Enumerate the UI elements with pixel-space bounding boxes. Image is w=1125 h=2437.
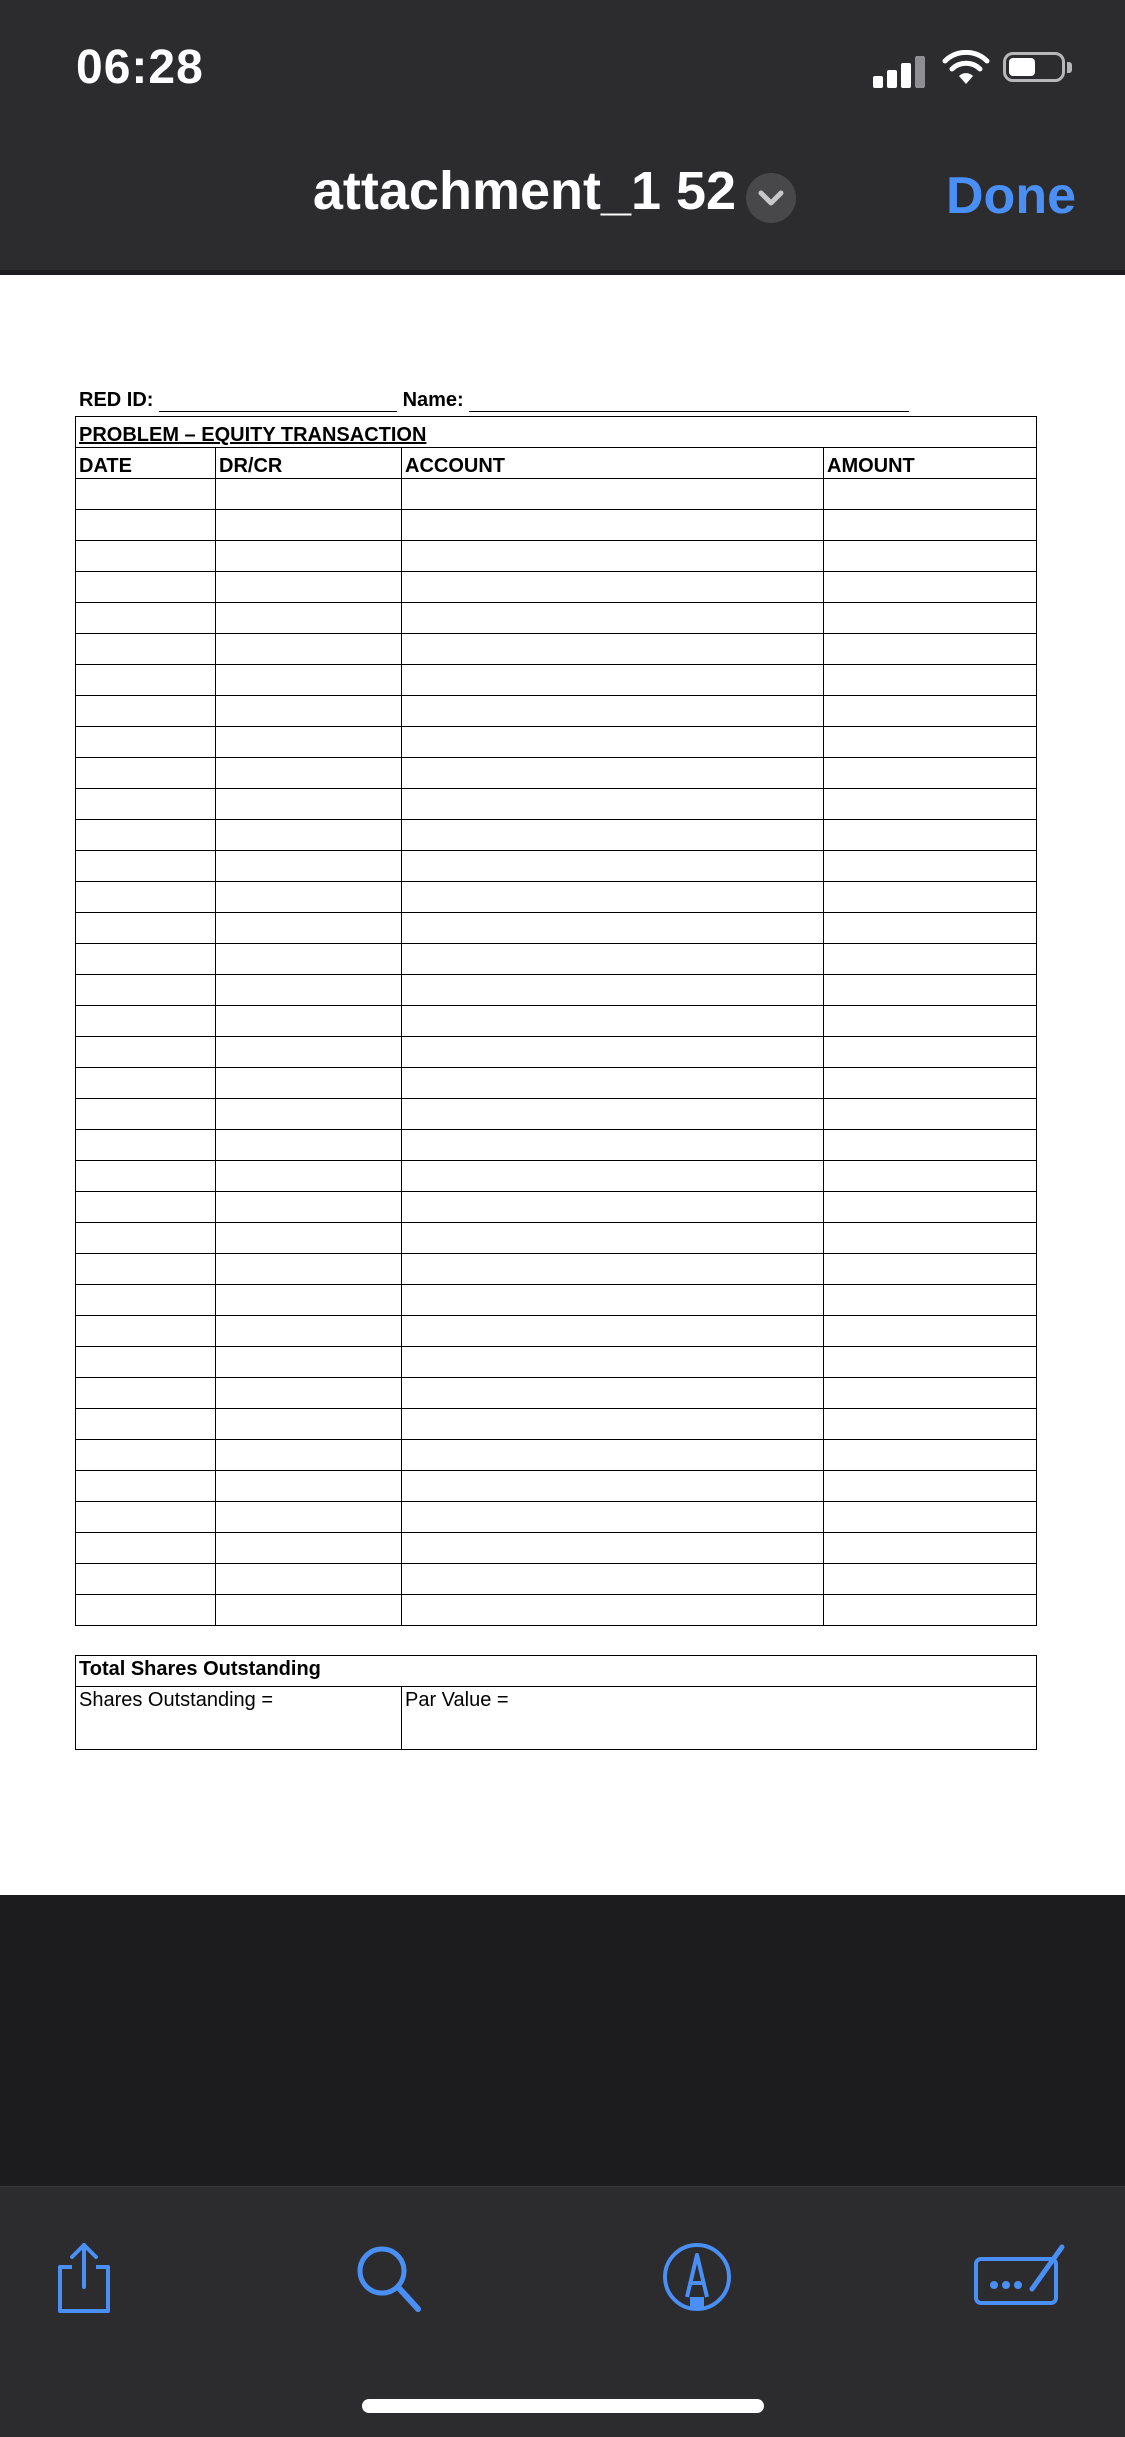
- bottom-toolbar: [0, 2186, 1125, 2437]
- table-cell: [824, 1471, 1037, 1502]
- table-row: [76, 851, 1037, 882]
- table-cell: [76, 913, 216, 944]
- table-cell: [76, 975, 216, 1006]
- table-cell: [76, 1533, 216, 1564]
- table-row: [76, 882, 1037, 913]
- table-cell: [76, 696, 216, 727]
- table-row: [76, 1285, 1037, 1316]
- red-id-blank: [159, 393, 397, 412]
- table-cell: [216, 1595, 402, 1626]
- table-cell: [76, 634, 216, 665]
- table-row: [76, 696, 1037, 727]
- table-cell: [402, 1099, 824, 1130]
- table-cell: [216, 789, 402, 820]
- table-cell: [402, 1595, 824, 1626]
- table-cell: [76, 727, 216, 758]
- table-cell: [216, 1037, 402, 1068]
- table-row: [76, 975, 1037, 1006]
- table-cell: [76, 1254, 216, 1285]
- table-cell: [76, 1502, 216, 1533]
- table-cell: [76, 1192, 216, 1223]
- table-cell: [402, 665, 824, 696]
- table-cell: [402, 851, 824, 882]
- table-cell: [824, 758, 1037, 789]
- table-cell: [402, 1161, 824, 1192]
- table-row: [76, 510, 1037, 541]
- equity-transaction-table: [75, 416, 1037, 1626]
- table-cell: [76, 1440, 216, 1471]
- table-cell: [76, 1595, 216, 1626]
- cellular-signal-icon: [873, 52, 933, 88]
- table-cell: [402, 1254, 824, 1285]
- share-icon[interactable]: [44, 2237, 124, 2317]
- table-row: [76, 572, 1037, 603]
- table-cell: [216, 913, 402, 944]
- table-cell: [216, 1130, 402, 1161]
- markup-icon[interactable]: [657, 2237, 737, 2317]
- table-cell: [402, 1130, 824, 1161]
- table-cell: [402, 1285, 824, 1316]
- table-cell: [216, 510, 402, 541]
- table-cell: [216, 665, 402, 696]
- col-date: DATE: [76, 448, 216, 479]
- table-cell: [76, 1347, 216, 1378]
- table-cell: [216, 1564, 402, 1595]
- table-cell: [216, 541, 402, 572]
- table-cell: [76, 1378, 216, 1409]
- table-cell: [76, 1006, 216, 1037]
- table-cell: [216, 727, 402, 758]
- table-cell: [76, 479, 216, 510]
- table-row: [76, 1316, 1037, 1347]
- id-name-line: [79, 389, 979, 413]
- table-cell: [824, 1285, 1037, 1316]
- table-cell: [402, 1068, 824, 1099]
- table-cell: [402, 541, 824, 572]
- name-label: Name:: [402, 389, 464, 411]
- table-row: [76, 1037, 1037, 1068]
- table-row: [76, 1595, 1037, 1626]
- top-bar: [0, 0, 1125, 270]
- table-row: [76, 1192, 1037, 1223]
- table-cell: [76, 510, 216, 541]
- name-blank: [469, 393, 909, 412]
- table-cell: [216, 1192, 402, 1223]
- table-row: [76, 1223, 1037, 1254]
- table-cell: [402, 572, 824, 603]
- table-cell: [216, 1068, 402, 1099]
- table-cell: [402, 727, 824, 758]
- table-cell: [76, 758, 216, 789]
- table-cell: [824, 1502, 1037, 1533]
- table-cell: [402, 1471, 824, 1502]
- table-row: [76, 944, 1037, 975]
- table-cell: [824, 1161, 1037, 1192]
- table-cell: [824, 1595, 1037, 1626]
- table-cell: [216, 758, 402, 789]
- table-cell: [216, 820, 402, 851]
- table-cell: [824, 820, 1037, 851]
- table-cell: [216, 479, 402, 510]
- document-page[interactable]: [0, 275, 1125, 1895]
- col-account: ACCOUNT: [402, 448, 824, 479]
- table-cell: [216, 634, 402, 665]
- table-row: [76, 1099, 1037, 1130]
- table-row: [76, 1471, 1037, 1502]
- table-cell: [216, 1502, 402, 1533]
- table-cell: [402, 696, 824, 727]
- table-cell: [824, 1130, 1037, 1161]
- table-cell: [824, 665, 1037, 696]
- table-cell: [402, 1378, 824, 1409]
- table-cell: [216, 1223, 402, 1254]
- table-cell: [402, 510, 824, 541]
- table-cell: [824, 789, 1037, 820]
- table-cell: [824, 603, 1037, 634]
- table-cell: [216, 1533, 402, 1564]
- table-cell: [824, 1037, 1037, 1068]
- table-cell: [824, 913, 1037, 944]
- table-row: [76, 1409, 1037, 1440]
- table-cell: [402, 944, 824, 975]
- table-row: [76, 913, 1037, 944]
- table-cell: [402, 758, 824, 789]
- table-cell: [216, 851, 402, 882]
- table-cell: [76, 1409, 216, 1440]
- table-cell: [402, 1006, 824, 1037]
- table-cell: [402, 882, 824, 913]
- table-cell: [402, 975, 824, 1006]
- table-row: [76, 820, 1037, 851]
- table-cell: [216, 1006, 402, 1037]
- table-row: [76, 1347, 1037, 1378]
- wifi-icon: [941, 50, 991, 86]
- column-header-row: [76, 448, 1037, 479]
- table-cell: [824, 1006, 1037, 1037]
- table-row: [76, 1564, 1037, 1595]
- table-cell: [216, 1254, 402, 1285]
- table-cell: [824, 696, 1037, 727]
- title-menu-button[interactable]: [746, 173, 796, 223]
- table-row: [76, 1254, 1037, 1285]
- table-row: [76, 727, 1037, 758]
- status-icons: [873, 48, 1083, 88]
- status-time: 06:28: [76, 41, 204, 94]
- done-button[interactable]: Done: [946, 167, 1076, 225]
- table-cell: [76, 1130, 216, 1161]
- table-cell: [402, 1316, 824, 1347]
- table-cell: [402, 820, 824, 851]
- document-title[interactable]: attachment_1 52: [312, 161, 737, 221]
- chevron-down-icon: [746, 173, 796, 223]
- table-cell: [402, 1223, 824, 1254]
- table-row: [76, 1130, 1037, 1161]
- table-cell: [824, 510, 1037, 541]
- table-cell: [402, 603, 824, 634]
- red-id-label: RED ID:: [79, 389, 154, 411]
- table-cell: [402, 1347, 824, 1378]
- table-cell: [76, 1316, 216, 1347]
- table-row: [76, 1161, 1037, 1192]
- table-cell: [216, 944, 402, 975]
- table-cell: [402, 1409, 824, 1440]
- table-row: [76, 789, 1037, 820]
- table-row: [76, 1502, 1037, 1533]
- table-cell: [76, 1471, 216, 1502]
- table-cell: [824, 541, 1037, 572]
- table-cell: [402, 1440, 824, 1471]
- table-cell: [824, 1378, 1037, 1409]
- table-cell: [216, 1161, 402, 1192]
- table-row: [76, 1068, 1037, 1099]
- table-cell: [76, 789, 216, 820]
- table-cell: [402, 634, 824, 665]
- table-cell: [216, 1099, 402, 1130]
- par-value-label: Par Value =: [402, 1687, 1037, 1750]
- table-cell: [76, 1099, 216, 1130]
- table-cell: [76, 1564, 216, 1595]
- table-cell: [824, 1564, 1037, 1595]
- form-fill-icon[interactable]: [970, 2237, 1070, 2317]
- table-row: [76, 1533, 1037, 1564]
- table-cell: [76, 1037, 216, 1068]
- home-indicator: [362, 2399, 764, 2413]
- search-icon[interactable]: [348, 2237, 428, 2317]
- table-cell: [402, 1502, 824, 1533]
- shares-title: Total Shares Outstanding: [76, 1656, 1037, 1687]
- table-cell: [76, 820, 216, 851]
- table-row: [76, 1006, 1037, 1037]
- table-cell: [216, 975, 402, 1006]
- table-cell: [824, 1440, 1037, 1471]
- table-cell: [824, 975, 1037, 1006]
- col-amount: AMOUNT: [824, 448, 1037, 479]
- table-cell: [824, 1192, 1037, 1223]
- table-cell: [216, 882, 402, 913]
- table-cell: [824, 1068, 1037, 1099]
- table-cell: [402, 913, 824, 944]
- battery-icon: [1003, 52, 1075, 86]
- table-cell: [76, 1223, 216, 1254]
- table-cell: [824, 572, 1037, 603]
- table-cell: [824, 727, 1037, 758]
- table-cell: [824, 1316, 1037, 1347]
- table-cell: [76, 1068, 216, 1099]
- table-cell: [76, 1285, 216, 1316]
- table-cell: [76, 1161, 216, 1192]
- table-cell: [824, 851, 1037, 882]
- shares-outstanding-label: Shares Outstanding =: [76, 1687, 402, 1750]
- table-cell: [216, 1316, 402, 1347]
- table-cell: [824, 1409, 1037, 1440]
- table-cell: [824, 1347, 1037, 1378]
- table-cell: [216, 1347, 402, 1378]
- table-row: [76, 479, 1037, 510]
- table-cell: [76, 603, 216, 634]
- table-cell: [216, 1378, 402, 1409]
- table-cell: [402, 789, 824, 820]
- table-row: [76, 1378, 1037, 1409]
- table-cell: [216, 603, 402, 634]
- table-cell: [402, 1564, 824, 1595]
- table-cell: [76, 541, 216, 572]
- table-cell: [824, 479, 1037, 510]
- table-row: [76, 665, 1037, 696]
- table-row: [76, 603, 1037, 634]
- table-cell: [824, 944, 1037, 975]
- table-cell: [76, 665, 216, 696]
- table-cell: [402, 1533, 824, 1564]
- table-cell: [76, 572, 216, 603]
- table-cell: [824, 1533, 1037, 1564]
- table-cell: [824, 882, 1037, 913]
- table-row: [76, 1440, 1037, 1471]
- table-cell: [216, 1285, 402, 1316]
- table-cell: [216, 1440, 402, 1471]
- table-cell: [824, 1223, 1037, 1254]
- table-cell: [216, 696, 402, 727]
- table-row: [76, 541, 1037, 572]
- table-cell: [402, 479, 824, 510]
- table-cell: [824, 634, 1037, 665]
- table-cell: [216, 572, 402, 603]
- table-cell: [76, 882, 216, 913]
- table-row: [76, 634, 1037, 665]
- table-cell: [76, 944, 216, 975]
- table-cell: [402, 1192, 824, 1223]
- problem-title: PROBLEM – EQUITY TRANSACTION: [76, 417, 1037, 448]
- table-cell: [402, 1037, 824, 1068]
- table-row: [76, 758, 1037, 789]
- table-cell: [824, 1254, 1037, 1285]
- table-cell: [76, 851, 216, 882]
- shares-outstanding-table: [75, 1655, 1037, 1750]
- table-cell: [216, 1471, 402, 1502]
- table-cell: [216, 1409, 402, 1440]
- table-cell: [824, 1099, 1037, 1130]
- col-dr-cr: DR/CR: [216, 448, 402, 479]
